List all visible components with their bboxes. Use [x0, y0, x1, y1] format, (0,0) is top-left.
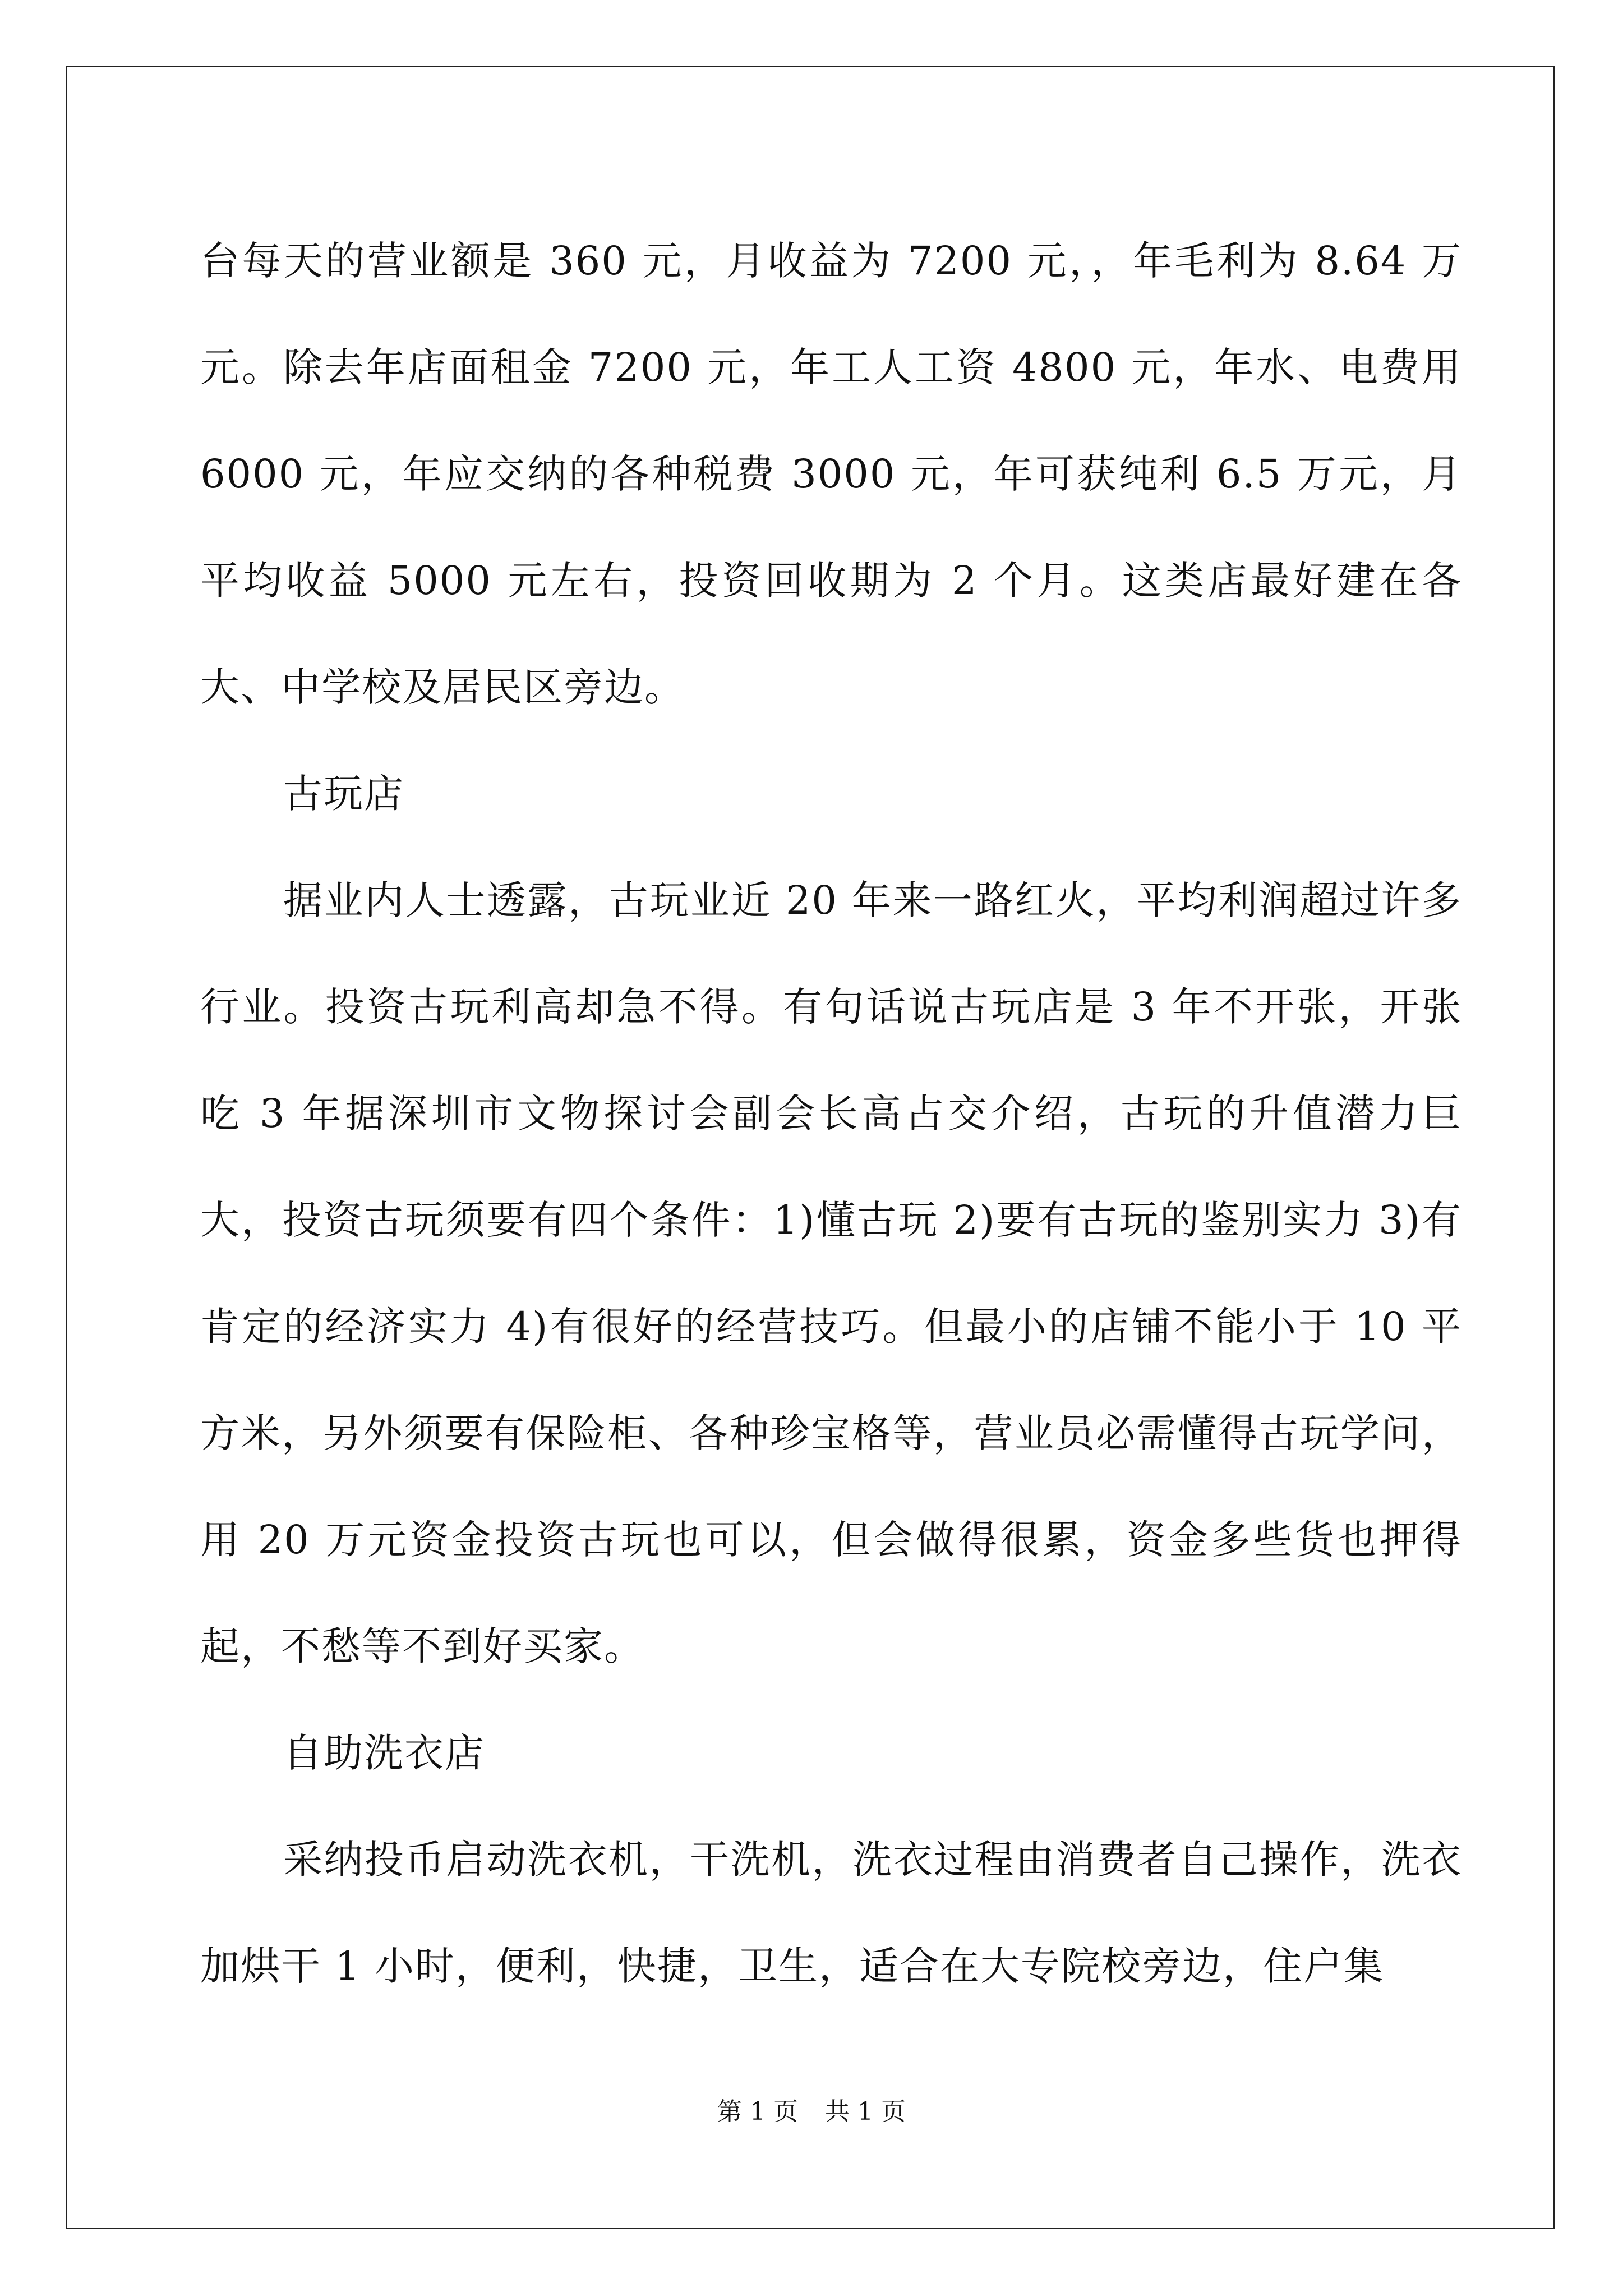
page-total: 共 1 页: [825, 2097, 906, 2126]
heading-antique-shop: 古玩店: [283, 771, 404, 817]
document-body: [200, 208, 1462, 2019]
paragraph-antique-shop: 据业内人士透露，古玩业近 20 年来一路红火，平均利润超过许多行业。投资古玩利高却急不得。有句话说古玩店是 3 年不开张，开张吃 3 年据深圳市文物探讨会副会长高占交介绍，古玩的升值潜力巨大，投资古玩须要有四个条件：1)懂古玩 2)要有古玩的鉴别实力 3)有肯定的经济实力 4)有很好的经营技巧。但最小的店铺不能小于 10 平方米，另外须要有保险柜、各种珍宝格等，营业员必需懂得古玩学问，用 20 万元资金投资古玩也可以，但会做得很累，资金多些货也押得起，不愁等不到好买家。: [200, 877, 1462, 1669]
page-footer: [0, 2095, 1623, 2129]
paragraph-laundry-income: 台每天的营业额是 360 元，月收益为 7200 元，，年毛利为 8.64 万元。除去年店面租金 7200 元，年工人工资 4800 元，年水、电费用 6000 元，年应交纳的各种税费 3000 元，年可获纯利 6.5 万元，月平均收益 5000 元左右，投资回收期为 2 个月。这类店最好建在各大、中学校及居民区旁边。: [200, 238, 1462, 710]
page-number: 第 1 页: [717, 2097, 798, 2126]
paragraph-self-service-laundry: 采纳投币启动洗衣机，干洗机，洗衣过程由消费者自己操作，洗衣加烘干 1 小时，便利，快捷，卫生，适合在大专院校旁边，住户集: [200, 1837, 1462, 1989]
heading-self-service-laundry: 自助洗衣店: [283, 1730, 485, 1776]
